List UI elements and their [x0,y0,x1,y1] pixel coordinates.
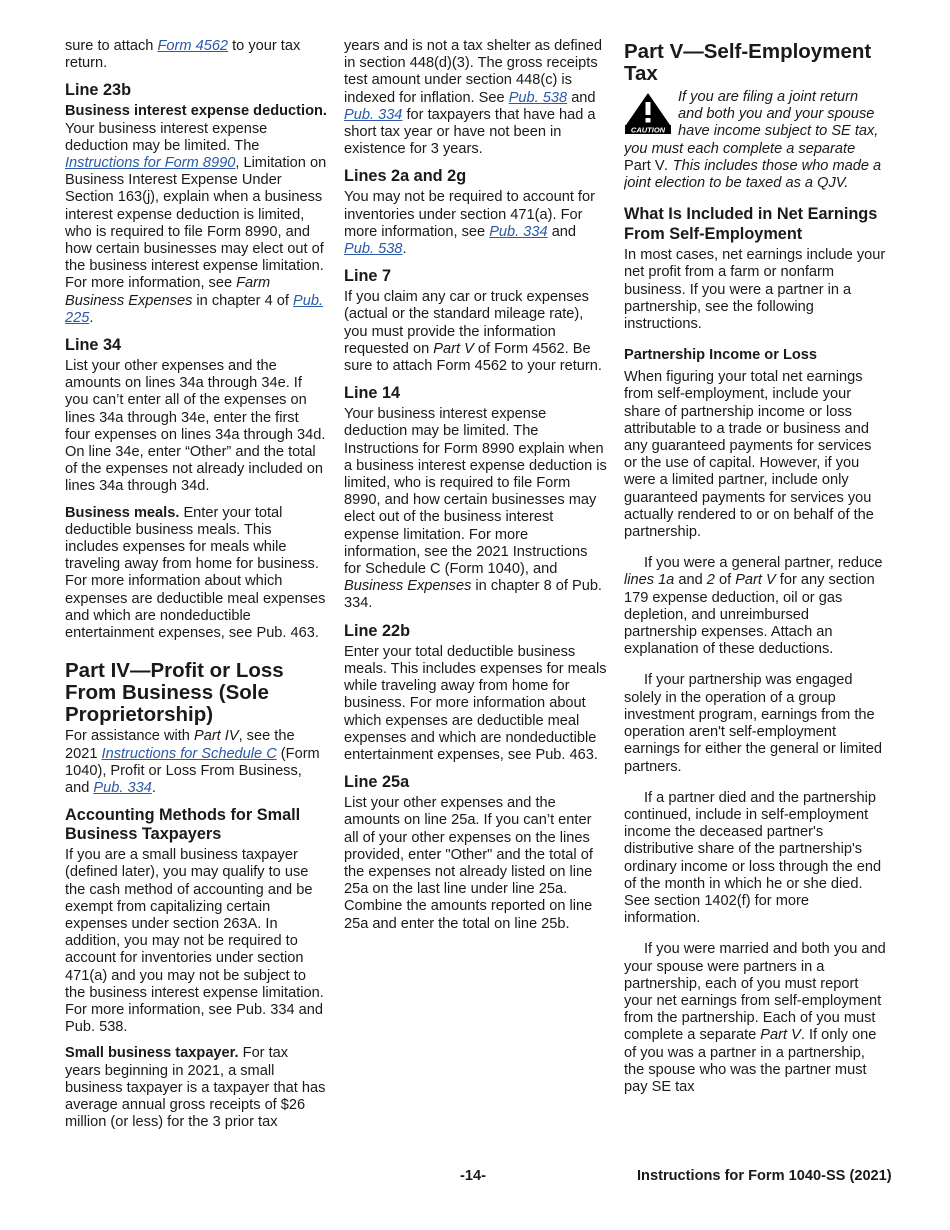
paragraph-small-business-taxpayer [65,1045,327,1131]
paragraph-married-partners [624,941,886,1096]
caution-note [624,89,886,192]
text: for any section 179 expense deduction, oil or gas depletion, and unreimbursed partnership expenses. Attach an explanation of these deductions. [624,572,875,658]
italic-text: 2 [706,572,715,589]
footer-title: Instructions for Form 1040-SS (2021) [637,1168,892,1184]
text: . This includes those who made a joint election to be taxed as a QJV. [624,157,882,192]
paragraph-lines-2a-2g [344,189,608,258]
paragraph-investment-program: If your partnership was engaged solely in the operation of a group investment program, earnings from the operation aren't self-employment earnings for either the general or limited partners. [624,672,882,775]
link-pub-538[interactable]: Pub. 538 [508,89,568,106]
heading-line-7: Line 7 [344,267,392,286]
heading-line-34: Line 34 [65,336,122,355]
heading-partnership-income: Partnership Income or Loss [624,347,818,364]
italic-text: Part IV [193,728,239,745]
italic-text: Business Expenses [344,578,472,595]
column-2 [344,38,608,942]
italic-text: Part V [760,1027,801,1044]
text: , see the 2021 [65,728,295,762]
heading-part-iv: Part IV—Profit or Loss From Business (Sole Proprietorship) [65,659,284,727]
column-3 [624,38,886,1110]
text: years and is not a tax shelter as defined in section 448(d)(3). The gross receipts test amount under section 448(c) is indexed for inflation. See [344,38,602,106]
heading-line-25a: Line 25a [344,773,410,792]
link-pub-538[interactable]: Pub. 538 [344,241,403,258]
paragraph-line-34: List your other expenses and the amounts on lines 34a through 34e. If you can’t enter all of the expenses on lines 34a through 34e, enter the first four expenses on lines 34a through 34d. On line 34e, enter “Other” and the total of the expenses not already included on lines 34a through 34d. [65,358,326,495]
link-form-4562[interactable]: Form 4562 [157,38,229,54]
heading-line-23b: Line 23b [65,81,132,100]
link-pub-334[interactable]: Pub. 334 [489,223,548,240]
heading-net-earnings: What Is Included in Net Earnings From Self-Employment [624,205,878,244]
paragraph-accounting-methods: If you are a small business taxpayer (defined later), you may qualify to use the cash method of accounting and be exempt from capitalizing certain expenses under section 263A. In addition, you may not be required to account for inventories under section 471(a) and you may not be subject to the business interest expense limitation. For more information, see Pub. 334 and Pub. 538. [65,847,324,1036]
text: For tax years beginning in 2021, a small business taxpayer is a taxpayer that has average annual gross receipts of $26 million (or less) for the 3 prior tax [65,1045,326,1131]
heading-part-v: Part V—Self-Employment Tax [624,40,872,85]
link-pub-334[interactable]: Pub. 334 [344,106,403,123]
text: For assistance with [65,728,194,745]
paragraph-partnership-income: When figuring your total net earnings from self-employment, include your share of partnership income or loss attributable to a trade or business and any guaranteed payments for services or the use of capital. However, if you were a limited partner, include only guaranteed payments for services you actually rendered to or on behalf of the partnership. [624,369,874,541]
text: and [674,572,707,589]
link-instructions-form-8990[interactable]: Instructions for Form 8990 [65,155,236,172]
text: . [402,241,407,258]
run-in-heading: Business meals. [65,504,180,521]
caution-icon [624,92,672,134]
text: for taxpayers that have had a short tax year or have not been in existence for 3 years. [344,106,596,158]
link-pub-334[interactable]: Pub. 334 [93,779,152,796]
text: of [714,572,736,589]
text: Enter your total deductible business meals. This includes expenses for meals while traveling away from home for business. For more information about which expenses are deductible meal expenses and which are nondeductible entertainment expenses, see Pub. 463. [65,504,326,642]
paragraph-line-14 [344,406,608,612]
text: and [547,223,577,240]
text: . [151,779,156,796]
text: . If only one of you was a partner in a partnership, the spouse who was the partner must pay SE tax [624,1027,877,1095]
text: If you were a general partner, reduce [644,555,883,572]
paragraph-business-interest [65,103,327,327]
column-1 [65,38,327,1140]
run-in-heading: Small business taxpayer. [65,1045,239,1062]
italic-text: Farm Business Expenses [65,275,271,309]
paragraph-line-25a: List your other expenses and the amounts on line 25a. If you can’t enter all of your other expenses on the lines provided, enter "Other" and the total of the expenses not already listed on line 25a on the last line under line 25a. Combine the amounts reported on line 25a and enter the total on line 25b. [344,795,593,932]
paragraph-business-meals [65,505,327,643]
paragraph-part-iv [65,728,327,797]
paragraph-general-partner [624,555,886,658]
italic-text: lines 1a [624,572,675,589]
text: and [567,89,596,106]
text: Your business interest expense deduction may be limited. The Instructions for Form 8990 explain when a business interest expense deduction is limited, who is required to file Form 8990, and how certain businesses may elect out of the business interest expense limitation. For more information, see the 2021 Instructions for Schedule C (Form 1040), and [344,406,607,578]
caution-label: CAUTION [630,125,666,134]
text: . [89,309,94,326]
text: (Form 1040), Profit or Loss From Business, and [65,745,320,796]
paragraph-form4562 [65,38,327,72]
paragraph-line-7 [344,289,608,375]
italic-text: Part V [735,572,776,589]
text: Your business interest expense deduction may be limited. The [65,120,268,154]
text: If you are filing a joint return and both you and your spouse have income subject to SE tax, you must each complete a separate [624,89,879,157]
text: Part V [624,157,665,174]
text: If you were married and both you and your spouse were partners in a partnership, each of you must report your net earnings from self-employment from the partnership. Each of you must complete a separate [624,941,886,1044]
text: in chapter 8 of Pub. 334. [344,578,602,612]
italic-text: Part V [433,340,474,357]
heading-line-22b: Line 22b [344,621,411,640]
text: If you claim any car or truck expenses (actual or the standard mileage rate), you must provide the information requested on [344,289,589,357]
text: , Limitation on Business Interest Expense Under Section 163(j), explain when a business interest expense deduction is limited, who is required to file Form 8990, and how certain businesses may elect out of the business interest expense limitation. For more information, see [65,155,327,292]
paragraph-partner-died: If a partner died and the partnership continued, include in self-employment income the deceased partner's distributive share of the partnership's ordinary income or loss through the end of the month in which he or she died. See section 1402(f) for more information. [624,789,882,927]
heading-accounting-methods: Accounting Methods for Small Business Taxpayers [65,806,301,844]
run-in-heading: Business interest expense deduction. [65,103,327,120]
text: in chapter 4 of [192,292,293,309]
paragraph-gross-receipts [344,38,608,158]
link-pub-225[interactable]: Pub. 225 [65,292,324,326]
paragraph-line-22b: Enter your total deductible business meals. This includes expenses for meals while traveling away from home for business. For more information about which expenses are deductible meal expenses and which are nondeductible entertainment expenses, see Pub. 463. [344,643,607,763]
text: of Form 4562. Be sure to attach Form 4562 to your return. [344,340,602,375]
link-instructions-schedule-c[interactable]: Instructions for Schedule C [101,745,277,762]
paragraph-net-earnings: In most cases, net earnings include your net profit from a farm or nonfarm business. If you were a partner in a partnership, see the following instructions. [624,247,886,333]
text: You may not be required to account for inventories under section 471(a). For more information, see [344,189,595,240]
page-number: -14- [460,1168,486,1184]
text: to your tax return. [65,38,301,72]
heading-lines-2a-2g: Lines 2a and 2g [344,167,467,186]
heading-line-14: Line 14 [344,384,401,403]
text: sure to attach [65,38,158,54]
